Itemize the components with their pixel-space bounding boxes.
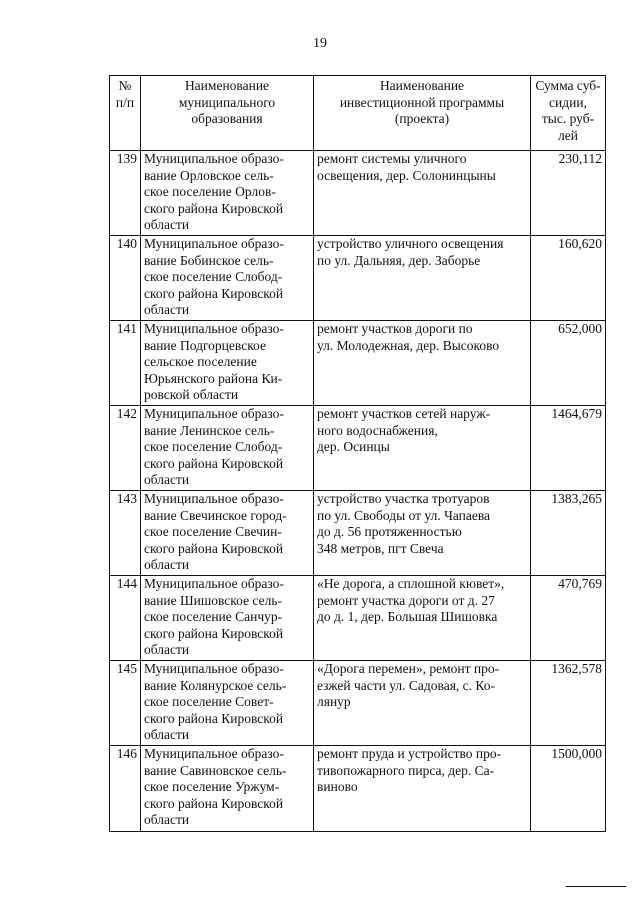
row-number: 139: [110, 151, 141, 236]
project-name: «Не дорога, а сплошной кювет», ремонт участка дороги от д. 27 до д. 1, дер. Большая Шишовка: [314, 576, 531, 661]
header-subsidy-sum: Сумма суб- сидии, тыс. руб- лей: [531, 76, 606, 151]
municipality-name: Муниципальное образо- вание Шишовское сель- ское поселение Санчур- ского района Кировской области: [141, 576, 314, 661]
subsidy-sum: 1464,679: [531, 406, 606, 491]
table-row: [110, 746, 606, 832]
project-name: ремонт системы уличного освещения, дер. Солонинцыны: [314, 151, 531, 236]
page-number: 19: [313, 36, 327, 51]
table-row: [110, 406, 606, 491]
project-name: ремонт участков дороги по ул. Молодежная, дер. Высоково: [314, 321, 531, 406]
subsidy-sum: 160,620: [531, 236, 606, 321]
table-header-row: [110, 76, 606, 151]
table-row: [110, 576, 606, 661]
row-number: 142: [110, 406, 141, 491]
subsidy-sum: 652,000: [531, 321, 606, 406]
header-municipality: Наименование муниципального образования: [141, 76, 314, 151]
row-number: 146: [110, 746, 141, 832]
subsidy-sum: 230,112: [531, 151, 606, 236]
row-number: 143: [110, 491, 141, 576]
row-number: 140: [110, 236, 141, 321]
header-row-number: № п/п: [110, 76, 141, 151]
subsidy-sum: 1500,000: [531, 746, 606, 832]
municipality-name: Муниципальное образо- вание Свечинское город- ское поселение Свечин- ского района Кировской области: [141, 491, 314, 576]
row-number: 141: [110, 321, 141, 406]
subsidy-table: [109, 75, 606, 832]
municipality-name: Муниципальное образо- вание Бобинское сель- ское поселение Слобод- ского района Кировской области: [141, 236, 314, 321]
table-row: [110, 491, 606, 576]
municipality-name: Муниципальное образо- вание Савиновское сель- ское поселение Уржум- ского района Кировской области: [141, 746, 314, 832]
project-name: устройство уличного освещения по ул. Дальняя, дер. Заборье: [314, 236, 531, 321]
row-number: 145: [110, 661, 141, 746]
project-name: «Дорога перемен», ремонт про- езжей части ул. Садовая, с. Ко- лянур: [314, 661, 531, 746]
project-name: устройство участка тротуаров по ул. Свободы от ул. Чапаева до д. 56 протяженностью 348 метров, пгт Свеча: [314, 491, 531, 576]
table-row: [110, 151, 606, 236]
subsidy-sum: 1362,578: [531, 661, 606, 746]
project-name: ремонт участков сетей наруж- ного водоснабжения, дер. Осинцы: [314, 406, 531, 491]
municipality-name: Муниципальное образо- вание Орловское сель- ское поселение Орлов- ского района Кировской области: [141, 151, 314, 236]
header-project: Наименование инвестиционной программы (проекта): [314, 76, 531, 151]
bottom-rule: [566, 886, 626, 887]
subsidy-sum: 470,769: [531, 576, 606, 661]
municipality-name: Муниципальное образо- вание Ленинское сель- ское поселение Слобод- ского района Кировской области: [141, 406, 314, 491]
table-row: [110, 661, 606, 746]
table-row: [110, 236, 606, 321]
table-row: [110, 321, 606, 406]
subsidy-sum: 1383,265: [531, 491, 606, 576]
municipality-name: Муниципальное образо- вание Колянурское сель- ское поселение Совет- ского района Кировской области: [141, 661, 314, 746]
row-number: 144: [110, 576, 141, 661]
municipality-name: Муниципальное образо- вание Подгорцевское сельское поселение Юрьянского района Ки- ровской области: [141, 321, 314, 406]
project-name: ремонт пруда и устройство про- тивопожарного пирса, дер. Са- виново: [314, 746, 531, 832]
